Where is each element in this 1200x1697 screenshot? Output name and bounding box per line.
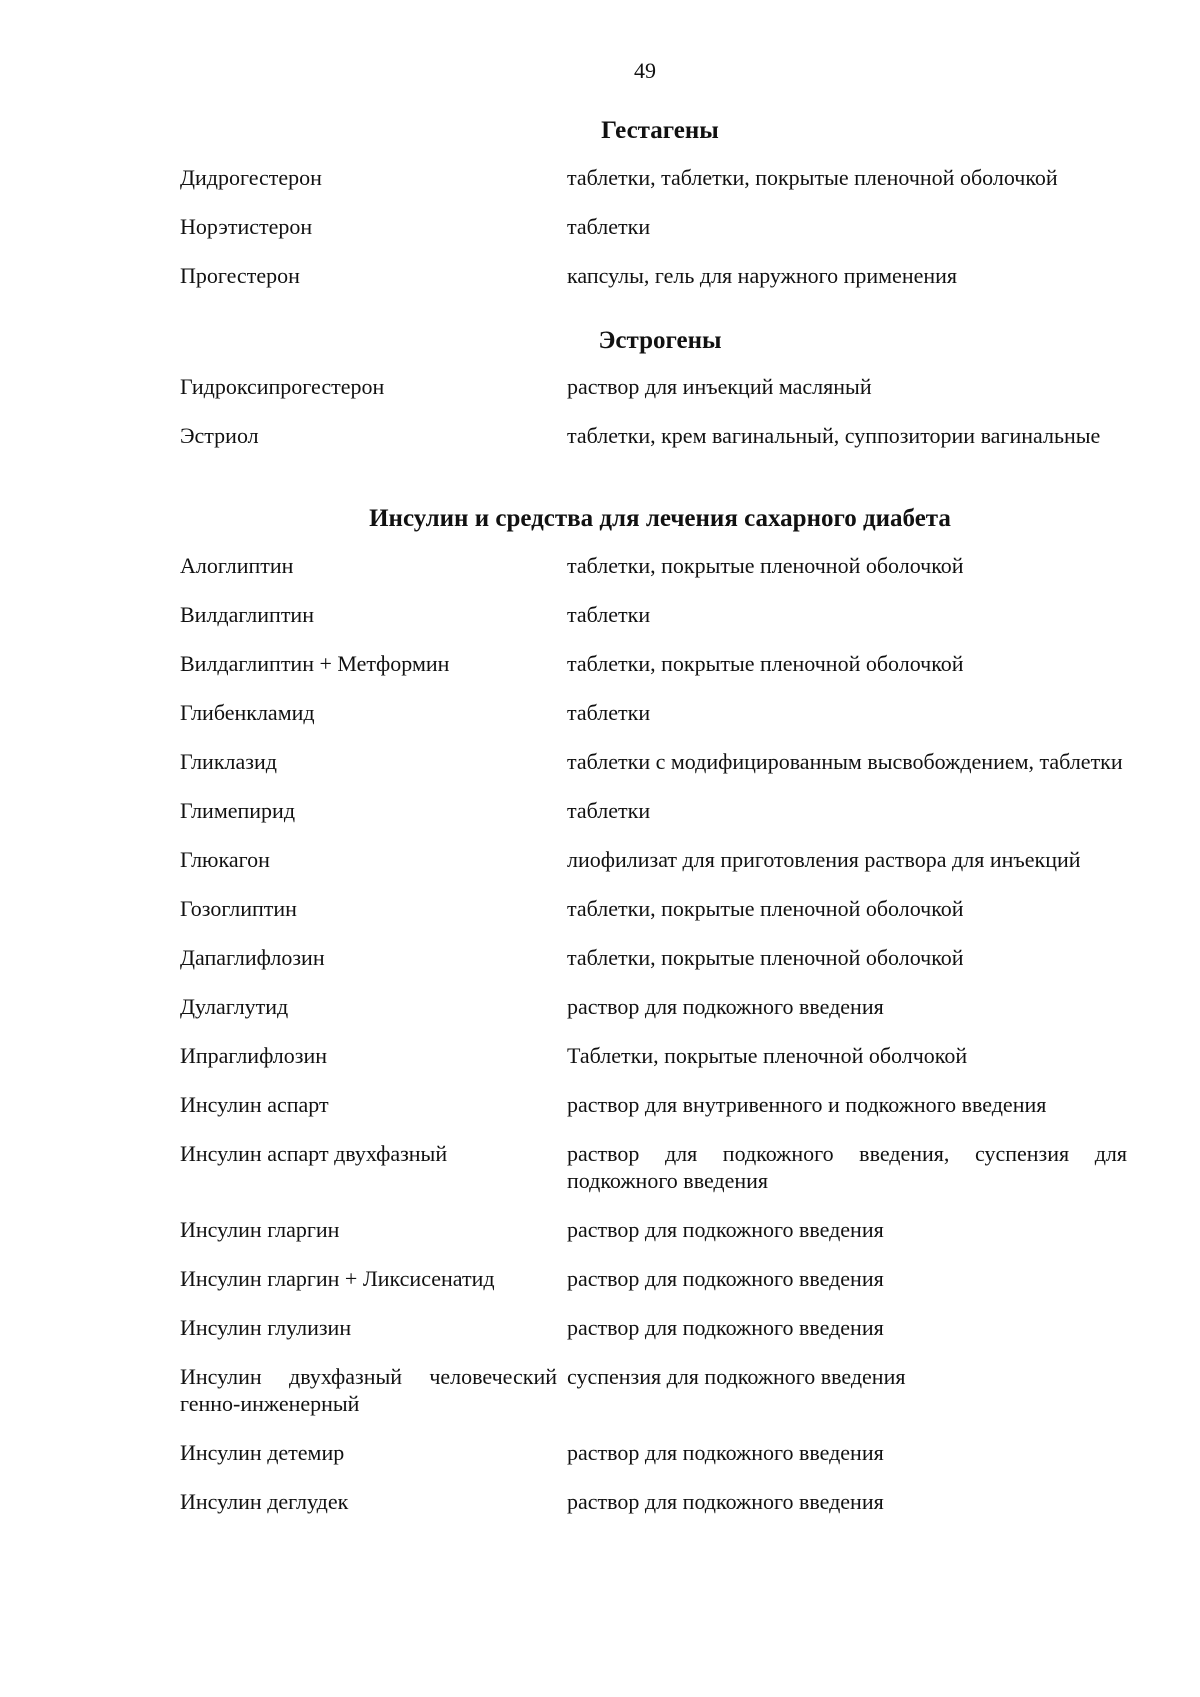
table-row <box>180 748 1140 775</box>
table-row <box>180 552 1140 579</box>
drug-name: Вилдаглиптин + Метформин <box>180 651 450 676</box>
drug-name: Глимепирид <box>180 798 296 823</box>
table-row <box>180 262 1140 289</box>
table-row <box>180 993 1140 1020</box>
table-row <box>180 373 1140 400</box>
dosage-form: раствор для подкожного введения <box>567 1440 884 1465</box>
table-row <box>180 797 1140 824</box>
table-row <box>180 846 1140 873</box>
dosage-form: Таблетки, покрытые пленочной оболчокой <box>567 1043 968 1068</box>
table-row <box>180 1091 1140 1118</box>
drug-name: Инсулин аспарт <box>180 1092 329 1117</box>
dosage-form: раствор для подкожного введения, суспензия для подкожного введения <box>567 1141 1127 1193</box>
dosage-form: раствор для инъекций масляный <box>567 374 872 399</box>
table-row <box>180 699 1140 726</box>
table-row <box>180 1439 1140 1466</box>
drug-name: Инсулин двухфазный человеческий генно-инженерный <box>180 1364 557 1416</box>
drug-name: Гликлазид <box>180 749 277 774</box>
section-gestagens <box>180 116 1140 289</box>
dosage-form: таблетки <box>567 214 651 239</box>
page-number: 49 <box>634 58 656 83</box>
drug-name: Инсулин деглудек <box>180 1489 349 1514</box>
dosage-form: таблетки, крем вагинальный, суппозитории вагинальные <box>567 423 1101 448</box>
dosage-form: таблетки, покрытые пленочной оболочкой <box>567 896 964 921</box>
drug-name: Глюкагон <box>180 847 270 872</box>
drug-name: Дидрогестерон <box>180 165 322 190</box>
dosage-form: таблетки, таблетки, покрытые пленочной оболочкой <box>567 165 1058 190</box>
dosage-form: раствор для внутривенного и подкожного введения <box>567 1092 1047 1117</box>
dosage-form: таблетки с модифицированным высвобождением, таблетки <box>567 749 1123 774</box>
table-row <box>180 1314 1140 1341</box>
table-row <box>180 1265 1140 1292</box>
drug-name: Прогестерон <box>180 263 300 288</box>
drug-name: Глибенкламид <box>180 700 315 725</box>
drug-name: Норэтистерон <box>180 214 313 239</box>
drug-name: Эстриол <box>180 423 259 448</box>
table-row <box>180 1488 1140 1515</box>
dosage-form: таблетки <box>567 700 651 725</box>
drug-list <box>180 164 1140 289</box>
drug-name: Инсулин глулизин <box>180 1315 352 1340</box>
dosage-form: раствор для подкожного введения <box>567 1217 884 1242</box>
drug-name: Инсулин аспарт двухфазный <box>180 1141 448 1166</box>
drug-name: Инсулин гларгин + Ликсисенатид <box>180 1266 495 1291</box>
drug-list <box>180 552 1140 1515</box>
table-row <box>180 1042 1140 1069</box>
drug-name: Дулаглутид <box>180 994 289 1019</box>
dosage-form: таблетки, покрытые пленочной оболочкой <box>567 945 964 970</box>
table-row <box>180 650 1140 677</box>
dosage-form: раствор для подкожного введения <box>567 994 884 1019</box>
dosage-form: раствор для подкожного введения <box>567 1266 884 1291</box>
table-row <box>180 895 1140 922</box>
dosage-form: таблетки <box>567 602 651 627</box>
drug-name: Инсулин детемир <box>180 1440 345 1465</box>
dosage-form: раствор для подкожного введения <box>567 1315 884 1340</box>
drug-name: Гидроксипрогестерон <box>180 374 385 399</box>
table-row <box>180 422 1140 449</box>
table-row <box>180 1363 1140 1417</box>
dosage-form: капсулы, гель для наружного применения <box>567 263 958 288</box>
section-estrogens <box>180 326 1140 449</box>
drug-name: Ипраглифлозин <box>180 1043 328 1068</box>
drug-list <box>180 373 1140 449</box>
table-row <box>180 164 1140 191</box>
section-title: Эстрогены <box>598 327 722 354</box>
section-title: Гестагены <box>601 117 719 144</box>
table-row <box>180 1216 1140 1243</box>
table-row <box>180 944 1140 971</box>
drug-name: Алоглиптин <box>180 553 294 578</box>
dosage-form: таблетки, покрытые пленочной оболочкой <box>567 553 964 578</box>
drug-name: Дапаглифлозин <box>180 945 325 970</box>
section-title: Инсулин и средства для лечения сахарного диабета <box>369 505 951 532</box>
dosage-form: раствор для подкожного введения <box>567 1489 884 1514</box>
dosage-form: суспензия для подкожного введения <box>567 1364 906 1389</box>
drug-name: Инсулин гларгин <box>180 1217 340 1242</box>
drug-name: Вилдаглиптин <box>180 602 314 627</box>
dosage-form: таблетки, покрытые пленочной оболочкой <box>567 651 964 676</box>
dosage-form: таблетки <box>567 798 651 823</box>
section-insulin-diabetes <box>180 504 1140 1515</box>
table-row <box>180 1140 1140 1194</box>
table-row <box>180 213 1140 240</box>
drug-name: Гозоглиптин <box>180 896 297 921</box>
dosage-form: лиофилизат для приготовления раствора для инъекций <box>567 847 1081 872</box>
table-row <box>180 601 1140 628</box>
